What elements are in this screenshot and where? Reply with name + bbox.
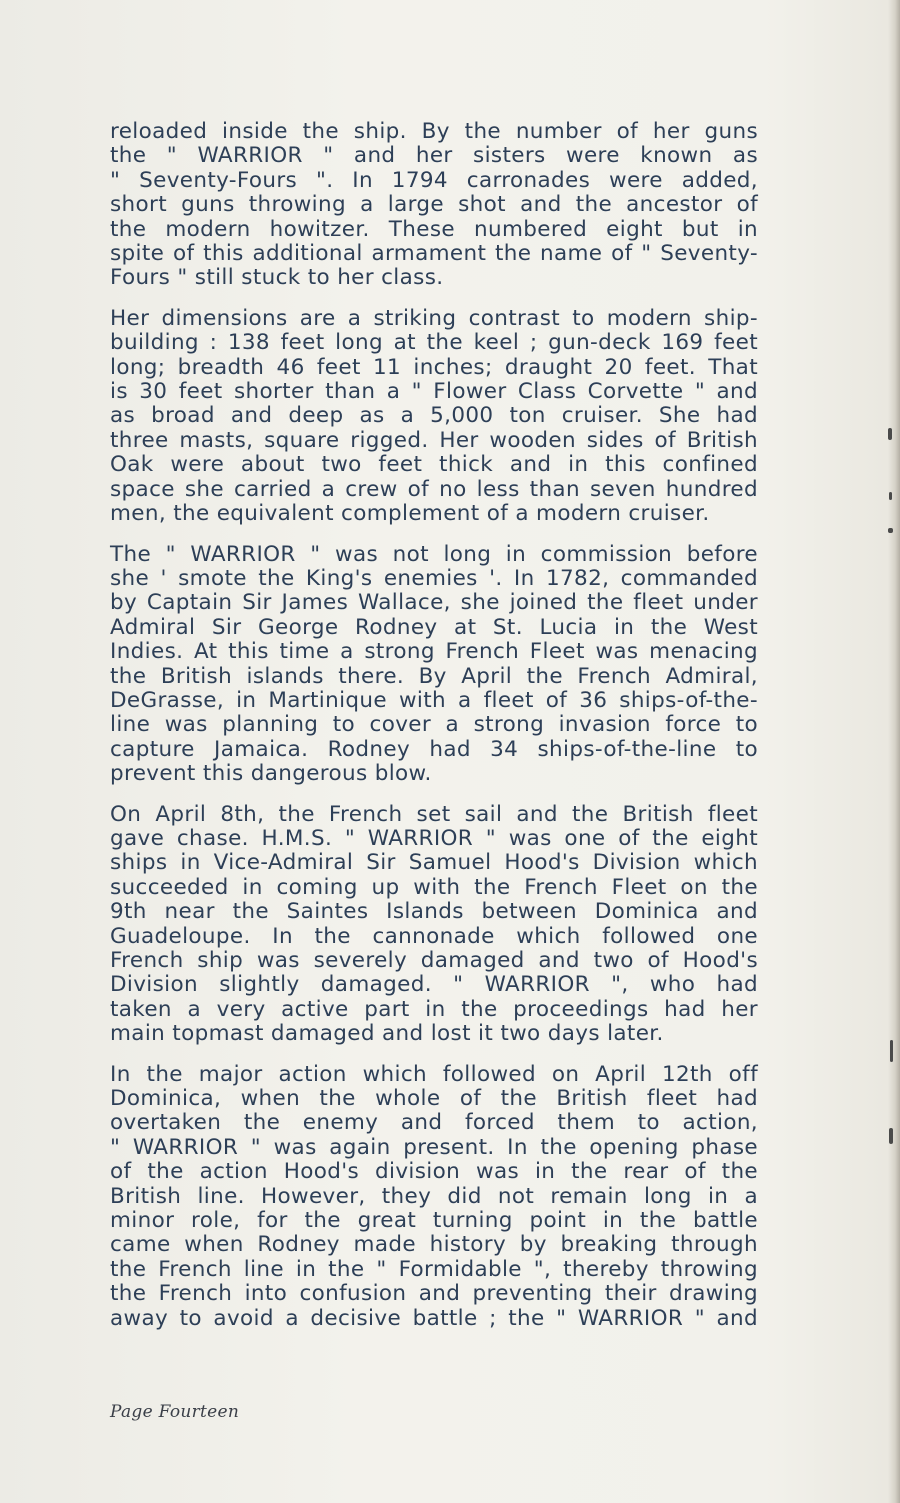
- text-line: the " WARRIOR " and her sisters were known as: [110, 143, 758, 169]
- text-line: line was planning to cover a strong invasion force to: [110, 712, 758, 738]
- text-line: gave chase. H.M.S. " WARRIOR " was one of the eight: [110, 825, 758, 851]
- text-line: In the major action which followed on April 12th off: [110, 1061, 758, 1087]
- text-line: the French line in the " Formidable ", thereby throwing: [110, 1256, 758, 1282]
- scan-mark: [889, 492, 892, 500]
- text-line: " Seventy-Fours ". In 1794 carronades were added,: [110, 167, 758, 193]
- text-line: she ' smote the King's enemies '. In 1782, commanded: [110, 565, 758, 591]
- text-line: the modern howitzer. These numbered eight but in: [110, 216, 758, 242]
- book-spine-shadow: [888, 0, 900, 1503]
- scan-mark: [890, 1040, 893, 1062]
- text-line: is 30 feet shorter than a " Flower Class Corvette " and: [110, 379, 758, 405]
- text-line: " WARRIOR " was again present. In the opening phase: [110, 1134, 758, 1160]
- text-line: Her dimensions are a striking contrast to modern ship-: [110, 305, 758, 331]
- text-line: Guadeloupe. In the cannonade which followed one: [110, 923, 758, 949]
- text-line: spite of this additional armament the name of " Seventy-: [110, 241, 758, 267]
- text-line: capture Jamaica. Rodney had 34 ships-of-the-line to: [110, 736, 758, 762]
- text-line: the British islands there. By April the French Admiral,: [110, 663, 758, 689]
- text-line: DeGrasse, in Martinique with a fleet of 36 ships-of-the-: [110, 687, 758, 713]
- text-line: came when Rodney made history by breaking through: [110, 1232, 758, 1258]
- text-line: three masts, square rigged. Her wooden sides of British: [110, 427, 758, 453]
- text-line: of the action Hood's division was in the rear of the: [110, 1159, 758, 1185]
- paragraph-2: [110, 307, 758, 527]
- paragraph-1: [110, 120, 758, 291]
- text-line: British line. However, they did not remain long in a: [110, 1183, 758, 1209]
- text-line: 9th near the Saintes Islands between Dominica and: [110, 899, 758, 925]
- text-line: Indies. At this time a strong French Fleet was menacing: [110, 639, 758, 665]
- text-line: Fours " still stuck to her class.: [110, 265, 444, 291]
- text-line: men, the equivalent complement of a modern cruiser.: [110, 501, 710, 527]
- text-line: French ship was severely damaged and two of Hood's: [110, 948, 758, 973]
- text-line: main topmast damaged and lost it two days later.: [110, 1021, 664, 1047]
- scan-mark: [889, 1128, 893, 1144]
- paragraph-5: [110, 1063, 758, 1331]
- text-line: Oak were about two feet thick and in this confined: [110, 452, 758, 478]
- scan-mark: [888, 528, 893, 533]
- scan-mark: [888, 428, 892, 440]
- text-line: taken a very active part in the proceedings had her: [110, 996, 758, 1022]
- text-line: building : 138 feet long at the keel ; gun-deck 169 feet: [110, 330, 758, 356]
- text-line: prevent this dangerous blow.: [110, 761, 432, 787]
- paragraph-3: [110, 543, 758, 787]
- page-number-footer: Page Fourteen: [110, 1402, 240, 1422]
- text-line: short guns throwing a large shot and the ancestor of: [110, 192, 758, 218]
- text-line: succeeded in coming up with the French Fleet on the: [110, 874, 758, 900]
- text-line: reloaded inside the ship. By the number of her guns: [110, 119, 758, 144]
- text-line: by Captain Sir James Wallace, she joined the fleet under: [110, 590, 758, 616]
- text-line: as broad and deep as a 5,000 ton cruiser. She had: [110, 403, 758, 429]
- text-line: overtaken the enemy and forced them to action,: [110, 1110, 758, 1136]
- text-line: long; breadth 46 feet 11 inches; draught 20 feet. That: [110, 354, 758, 380]
- text-line: away to avoid a decisive battle ; the " WARRIOR " and: [110, 1305, 758, 1331]
- text-line: On April 8th, the French set sail and the British fleet: [110, 801, 758, 827]
- text-line: The " WARRIOR " was not long in commission before: [110, 541, 758, 567]
- body-text: [110, 120, 758, 1347]
- text-line: the French into confusion and preventing their drawing: [110, 1281, 758, 1307]
- text-line: Dominica, when the whole of the British fleet had: [110, 1086, 758, 1112]
- paragraph-4: [110, 803, 758, 1047]
- text-line: minor role, for the great turning point in the battle: [110, 1208, 758, 1234]
- text-line: ships in Vice-Admiral Sir Samuel Hood's Division which: [110, 850, 758, 876]
- text-line: Admiral Sir George Rodney at St. Lucia in the West: [110, 614, 758, 640]
- text-line: space she carried a crew of no less than seven hundred: [110, 476, 758, 502]
- text-line: Division slightly damaged. " WARRIOR ", who had: [110, 972, 758, 998]
